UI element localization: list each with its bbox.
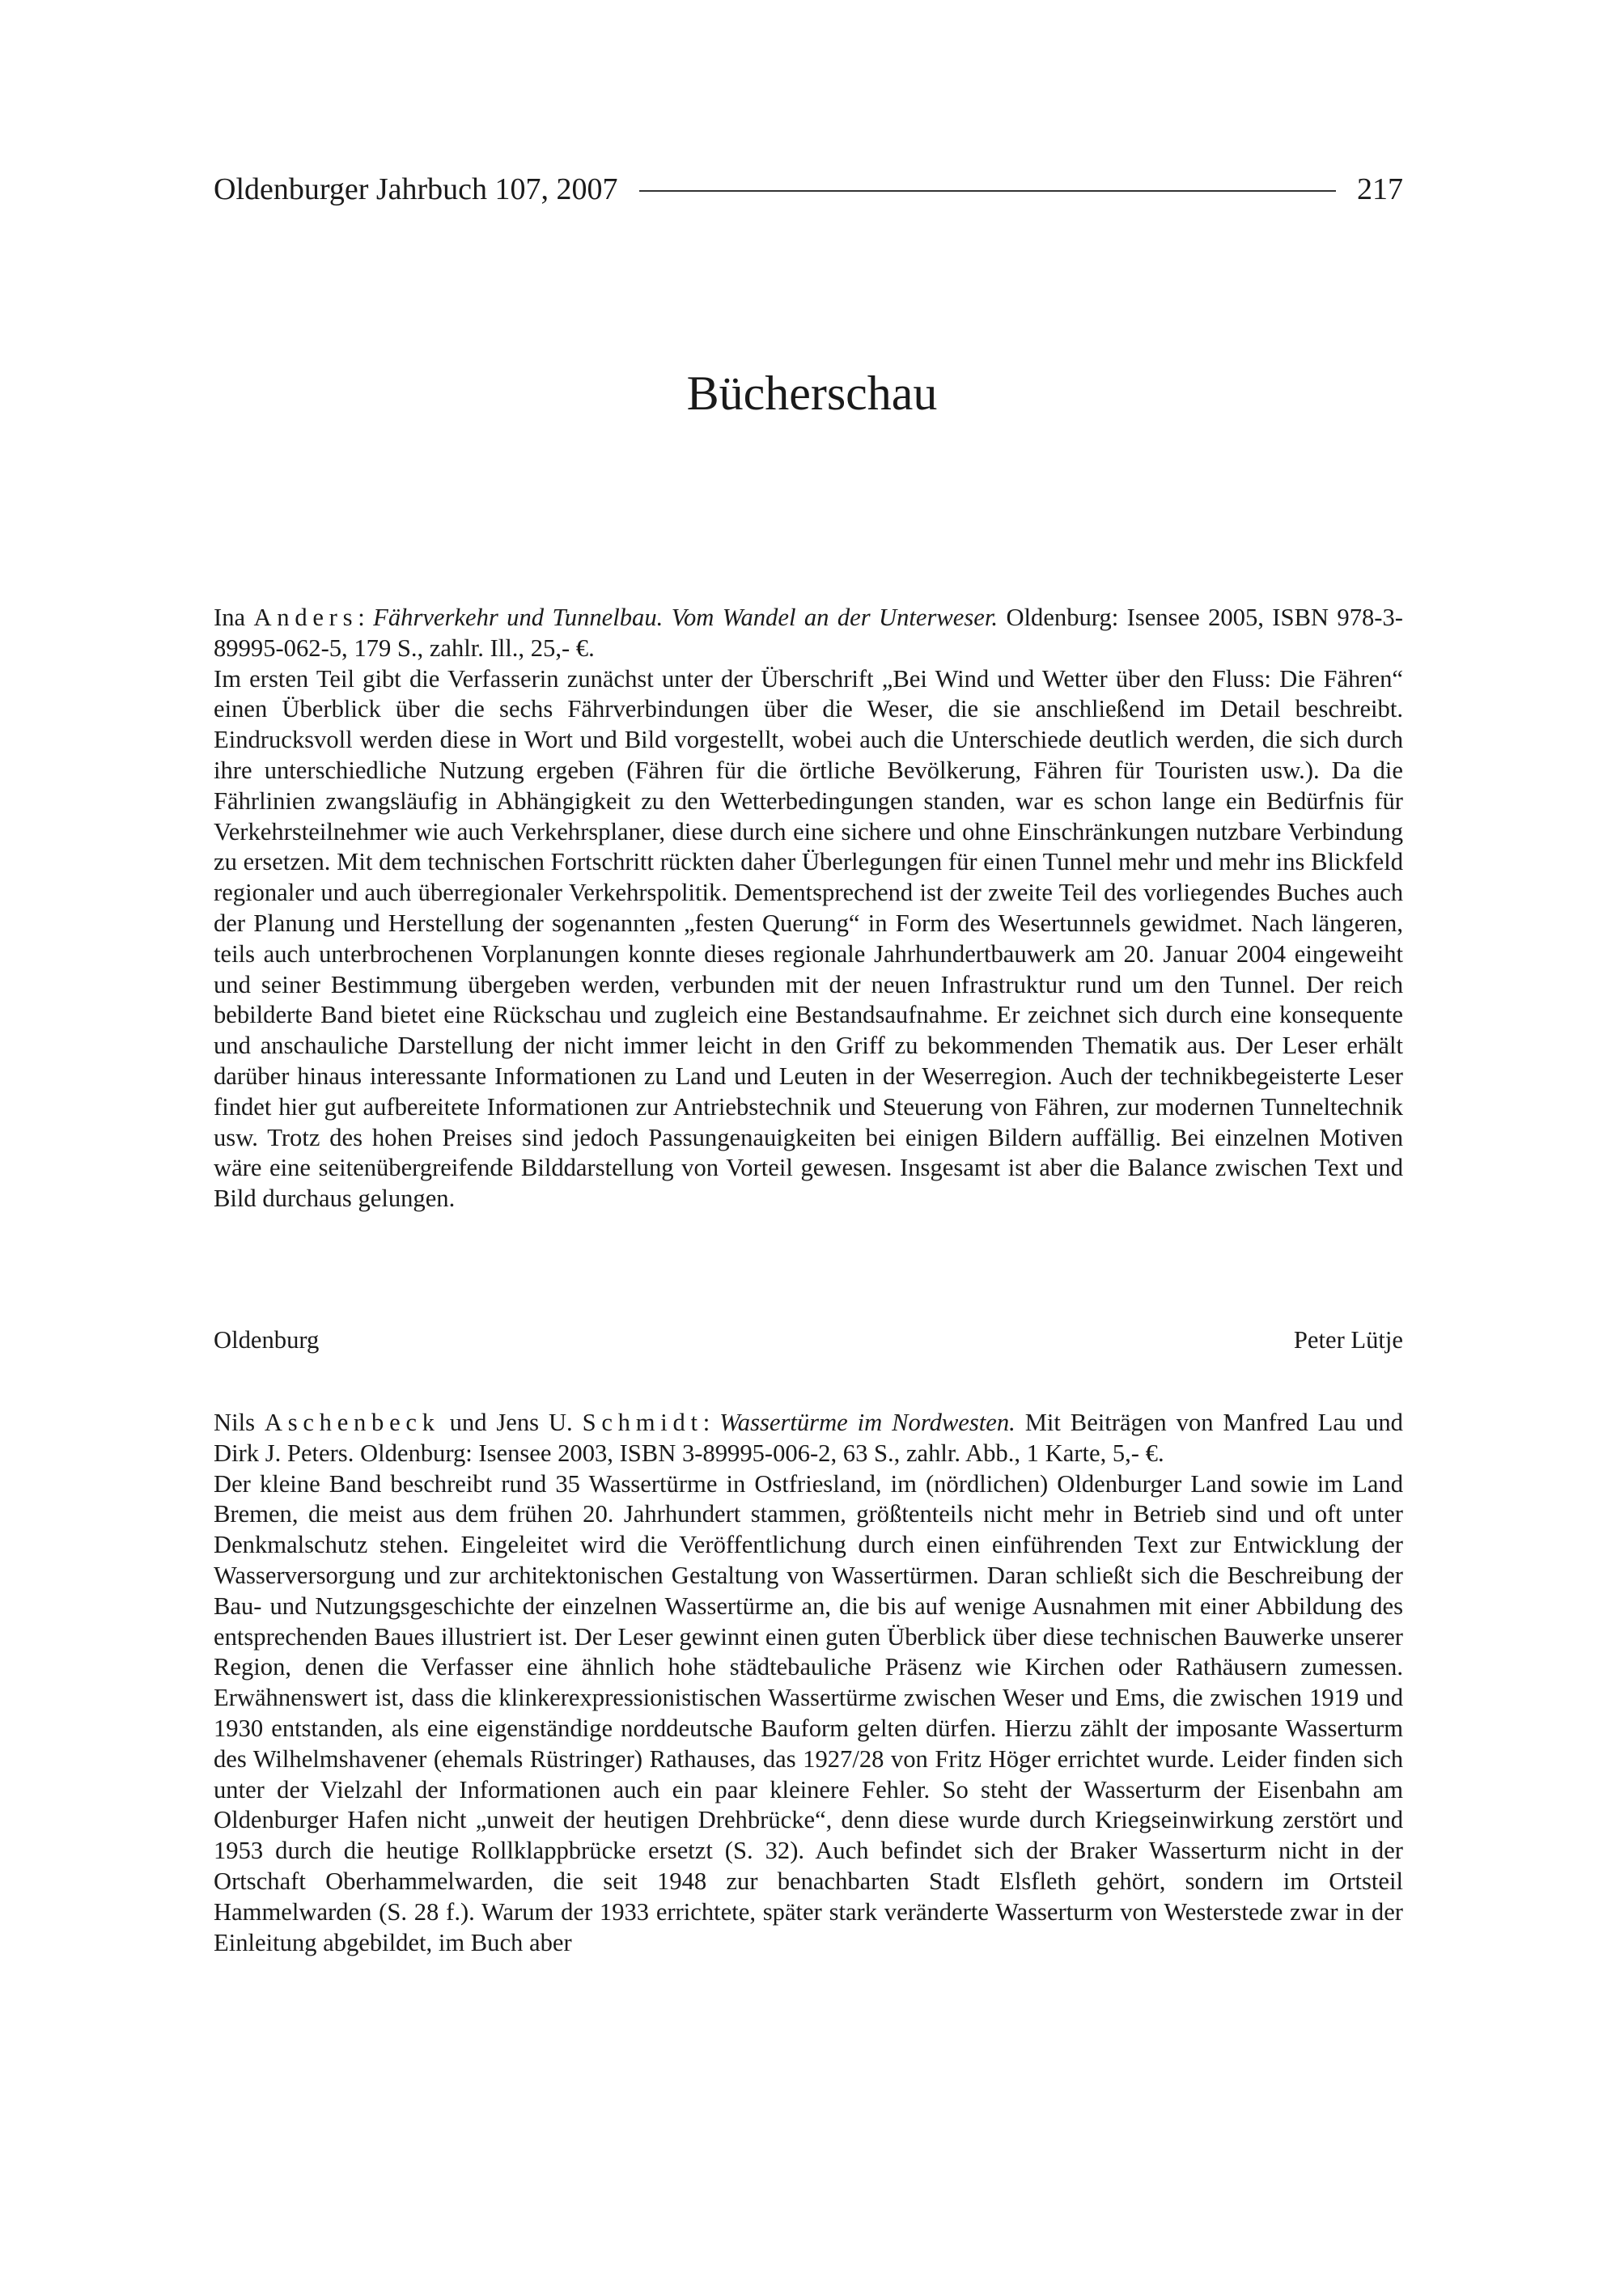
publication-details: Oldenburg: Isensee 2005, ISBN 978-3-89995-062-5, 179 S., zahlr. Ill., 25,- €. — [214, 604, 1403, 662]
book-title: Fährverkehr und Tunnelbau. Vom Wandel an der Unterweser. — [373, 604, 999, 631]
author-first-name: Jens U. — [496, 1409, 573, 1436]
reviewer-name: Peter Lütje — [1293, 1326, 1403, 1354]
review-place: Oldenburg — [214, 1326, 320, 1354]
review-citation: Ina Anders: Fährverkehr und Tunnelbau. Vom Wandel an der Unterweser. Oldenburg: Isensee 2005, ISBN 978-3-89995-062-5, 179 S., zahlr. Ill., 25,- €. — [214, 604, 1403, 662]
author-last-name: Schmidt — [582, 1409, 703, 1436]
author-connector: und — [449, 1409, 487, 1436]
review-body: Im ersten Teil gibt die Verfasserin zunächst unter der Überschrift „Bei Wind und Wetter über den Fluss: Die Fähren“ einen Überblick über die sechs Fährverbindungen über die Weser, die sie anschließend im Detail beschreibt. Eindrucksvoll werden diese in Wort und Bild vorgestellt, wobei auch die Unterschiede deutlich werden, die sich durch ihre unterschiedliche Nutzung ergeben (Fähren für die örtliche Bevölkerung, Fähren für Touristen usw.). Da die Fährlinien zwangsläufig in Abhängigkeit zu den Wetterbedingungen standen, war es schon lange ein Bedürfnis für Verkehrsteilnehmer wie auch Verkehrsplaner, diese durch eine sichere und ohne Einschränkungen nutzbare Verbindung zu ersetzen. Mit dem technischen Fortschritt rückten daher Überlegungen für einen Tunnel mehr und mehr ins Blickfeld regionaler und auch überregionaler Verkehrspolitik. Dementsprechend ist der zweite Teil des vorliegendes Buches auch der Planung und Herstellung der sogenannten „festen Querung“ in Form des Wesertunnels gewidmet. Nach längeren, teils auch unterbrochenen Vorplanungen konnte dieses regionale Jahrhundertbauwerk am 20. Januar 2004 eingeweiht und seiner Bestimmung übergeben werden, verbunden mit der neuen Infrastruktur rund um den Tunnel. Der reich bebilderte Band bietet eine Rückschau und zugleich eine Bestandsaufnahme. Er zeichnet sich durch eine konsequente und anschauliche Darstellung der nicht immer leicht in den Griff zu bekommenden Thematik aus. Der Leser erhält darüber hinaus interessante Informationen zu Land und Leuten in der Weserregion. Auch der technikbegeisterte Leser findet hier gut aufbereitete Informationen zur Antriebstechnik und Steuerung von Fähren, zur modernen Tunneltechnik usw. Trotz des hohen Preises sind jedoch Passungenauigkeiten bei einigen Bildern auffällig. Bei einzelnen Motiven wäre eine seitenübergreifende Bilddarstellung von Vorteil gewesen. Insgesamt ist aber die Balance zwischen Text und Bild durchaus gelungen. — [214, 664, 1403, 1213]
book-review — [214, 603, 1403, 1214]
book-title: Wassertürme im Nordwesten. — [719, 1409, 1016, 1436]
book-review — [214, 1408, 1403, 1958]
journal-name: Oldenburger Jahrbuch 107, 2007 — [214, 172, 618, 206]
review-signature — [214, 1325, 1403, 1355]
section-title: Bücherschau — [686, 367, 938, 420]
author-first-name: Nils — [214, 1409, 255, 1436]
review-body: Der kleine Band beschreibt rund 35 Wassertürme in Ostfriesland, im (nördlichen) Oldenburger Land sowie im Land Bremen, die meist aus dem frühen 20. Jahrhundert stammen, größtenteils nicht mehr in Betrieb sind und oft unter Denkmalschutz stehen. Eingeleitet wird die Veröffentlichung durch einen einführenden Text zur Entwicklung der Wasserversorgung und zur architektonischen Gestaltung von Wassertürmen. Daran schließt sich die Beschreibung der Bau- und Nutzungsgeschichte der einzelnen Wassertürme an, die bis auf wenige Ausnahmen mit einer Abbildung des entsprechenden Baues illustriert ist. Der Leser gewinnt einen guten Überblick über diese technischen Bauwerke unserer Region, denen die Verfasser eine ähnlich hohe städtebauliche Präsenz wie Kirchen oder Rathäusern zumessen. Erwähnenswert ist, dass die klinkerexpressionistischen Wassertürme zwischen Weser und Ems, die zwischen 1919 und 1930 entstanden, als eine eigenständige norddeutsche Bauform gelten dürfen. Hierzu zählt der imposante Wasserturm des Wilhelmshavener (ehemals Rüstringer) Rathauses, das 1927/28 von Fritz Höger errichtet wurde. Leider finden sich unter der Vielzahl der Informationen auch ein paar kleinere Fehler. So steht der Wasserturm der Eisenbahn am Oldenburger Hafen nicht „unweit der heutigen Drehbrücke“, denn diese wurde durch Kriegseinwirkung zerstört und 1953 durch die heutige Rollklappbrücke ersetzt (S. 32). Auch befindet sich der Braker Wasserturm nicht in der Ortschaft Oberhammelwarden, die seit 1948 zur benachbarten Stadt Elsfleth gehört, sondern im Ortsteil Hammelwarden (S. 28 f.). Warum der 1933 errichtete, später stark veränderte Wasserturm von Westerstede zwar in der Einleitung abgebildet, im Buch aber — [214, 1469, 1403, 1956]
publication-details: Mit Beiträgen von Manfred Lau und Dirk J. Peters. Oldenburg: Isensee 2003, ISBN 3-89995-006-2, 63 S., zahlr. Abb., 1 Karte, 5,- €. — [214, 1409, 1403, 1467]
author-last-name: Aschenbeck — [264, 1409, 440, 1436]
page-number: 217 — [1357, 172, 1403, 206]
author-first-name: Ina — [214, 604, 246, 631]
header-rule — [639, 190, 1336, 192]
running-header — [214, 167, 1403, 212]
review-citation: Nils Aschenbeck und Jens U. Schmidt: Wassertürme im Nordwesten. Mit Beiträgen von Manfred Lau und Dirk J. Peters. Oldenburg: Isensee 2003, ISBN 3-89995-006-2, 63 S., zahlr. Abb., 1 Karte, 5,- €. — [214, 1409, 1403, 1467]
author-last-name: Anders — [253, 604, 358, 631]
